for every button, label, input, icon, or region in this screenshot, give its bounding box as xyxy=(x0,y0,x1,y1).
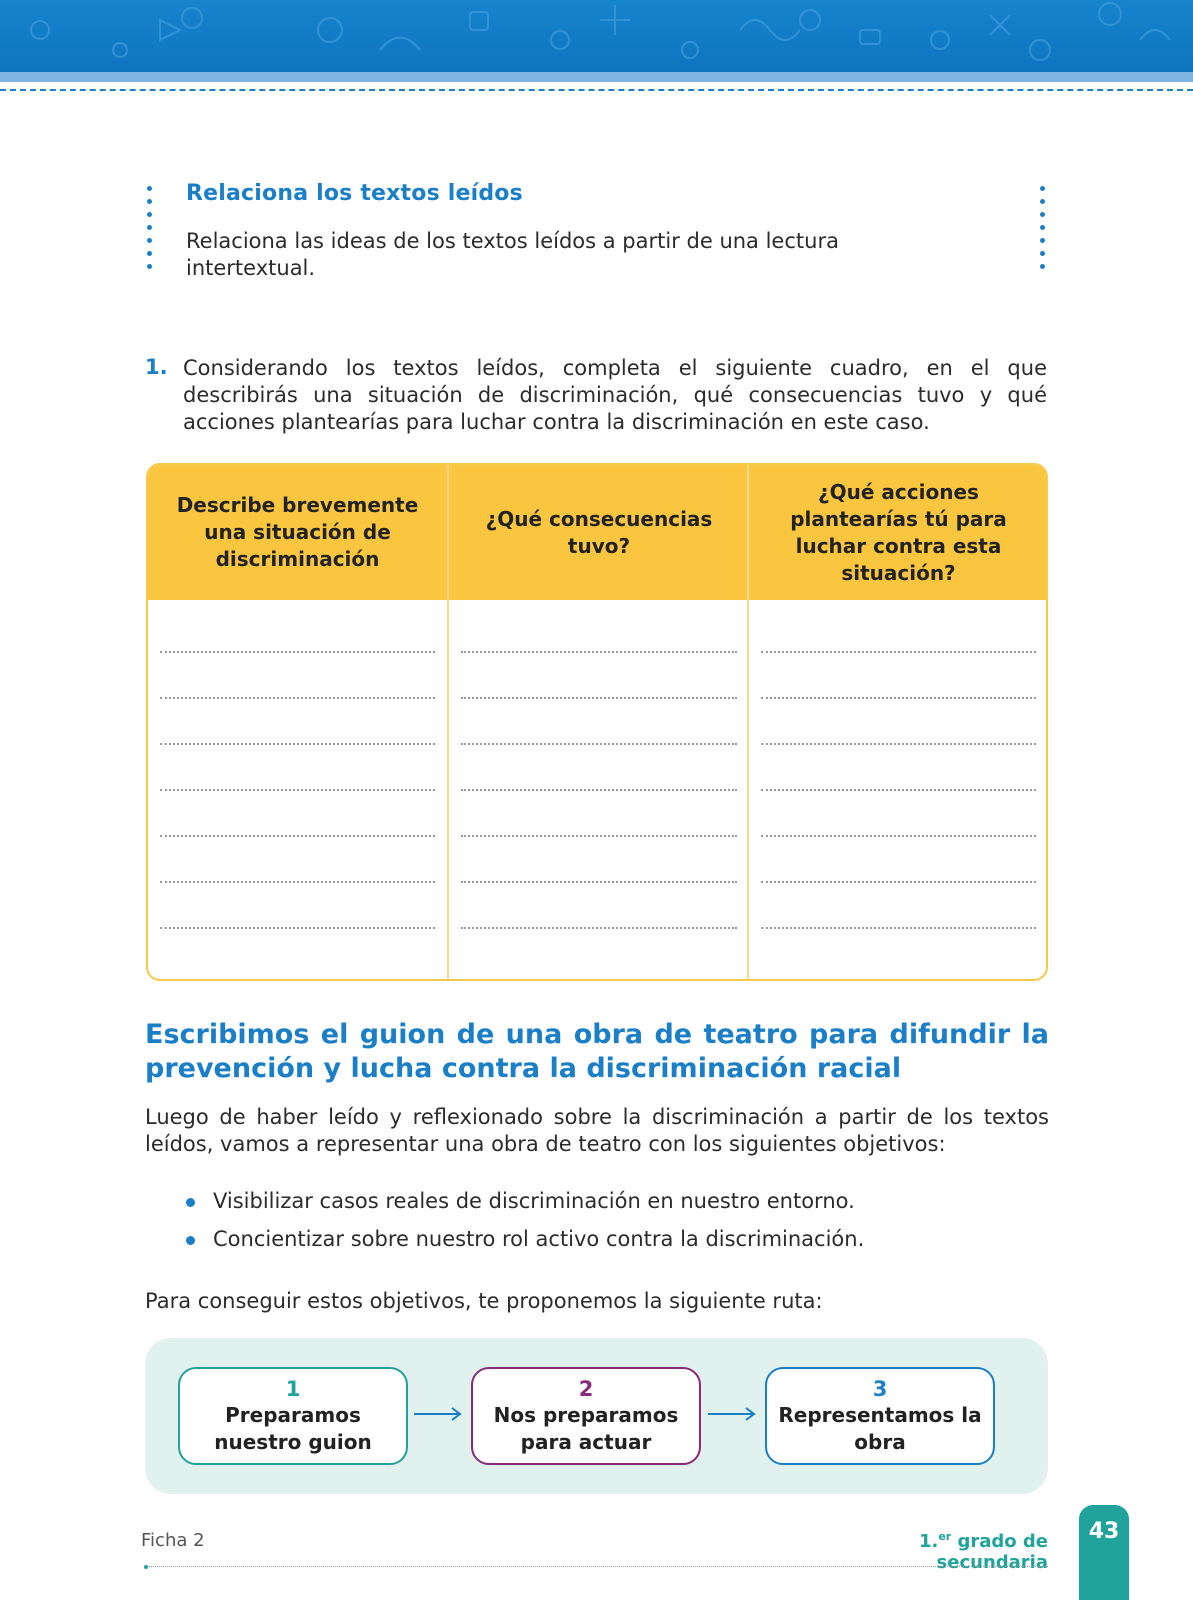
header-strip xyxy=(0,72,1193,82)
table-column-situation xyxy=(148,465,447,979)
step-number: 2 xyxy=(578,1377,594,1401)
table-header-cell: ¿Qué acciones plantearías tú para luchar contra esta situación? xyxy=(790,479,1007,585)
answer-line[interactable] xyxy=(461,927,737,929)
answer-line[interactable] xyxy=(160,835,435,837)
list-item xyxy=(186,1188,1046,1215)
objective-text: Concientizar sobre nuestro rol activo contra la discriminación. xyxy=(213,1227,865,1251)
answer-line[interactable] xyxy=(160,927,435,929)
bullet-icon xyxy=(186,1198,195,1207)
step-label: Representamos la obra xyxy=(778,1403,982,1454)
table-column-consequences xyxy=(447,465,749,979)
section-intro: Luego de haber leído y reflexionado sobre la discriminación a partir de los textos leídos, vamos a representar una obra de teatro con los siguientes objetivos: xyxy=(145,1105,1049,1156)
route-intro: Para conseguir estos objetivos, te proponemos la siguiente ruta: xyxy=(145,1289,823,1313)
competency-title: Relaciona los textos leídos xyxy=(186,181,523,206)
table-header-cell: ¿Qué consecuencias tuvo? xyxy=(485,506,713,558)
table-header-cell: Describe brevemente una situación de discriminación xyxy=(176,493,419,571)
route-step-3 xyxy=(765,1367,995,1465)
footer-ficha: Ficha 2 xyxy=(141,1530,205,1551)
objective-text: Visibilizar casos reales de discriminación en nuestro entorno. xyxy=(213,1189,855,1213)
competency-left-dots xyxy=(147,186,151,277)
answer-line[interactable] xyxy=(761,835,1036,837)
answer-line[interactable] xyxy=(461,835,737,837)
answer-line[interactable] xyxy=(761,651,1036,653)
route-step-1 xyxy=(178,1367,408,1465)
answer-table xyxy=(146,463,1048,981)
footer-grade: 1.$^{er}$ grado de secundaria xyxy=(918,1530,1048,1573)
answer-line[interactable] xyxy=(461,651,737,653)
answer-line[interactable] xyxy=(461,743,737,745)
header-banner xyxy=(0,0,1193,72)
competency-right-dots xyxy=(1040,186,1044,277)
answer-line[interactable] xyxy=(461,789,737,791)
table-column-actions xyxy=(747,465,1048,979)
answer-line[interactable] xyxy=(461,881,737,883)
step-number: 3 xyxy=(872,1377,888,1401)
answer-line[interactable] xyxy=(160,743,435,745)
step-number: 1 xyxy=(285,1377,301,1401)
answer-line[interactable] xyxy=(761,789,1036,791)
arrow-right-icon xyxy=(414,1406,464,1422)
page-number-tab xyxy=(1079,1505,1129,1600)
objectives-list xyxy=(186,1188,1046,1264)
page-number: 43 xyxy=(1088,1519,1120,1544)
answer-line[interactable] xyxy=(761,927,1036,929)
answer-line[interactable] xyxy=(461,697,737,699)
answer-line[interactable] xyxy=(160,789,435,791)
answer-line[interactable] xyxy=(160,881,435,883)
answer-line[interactable] xyxy=(160,697,435,699)
footer-divider xyxy=(145,1566,1048,1567)
answer-line[interactable] xyxy=(761,743,1036,745)
competency-text: Relaciona las ideas de los textos leídos a partir de una lectura intertextual. xyxy=(186,229,839,280)
step-label: Preparamos nuestro guion xyxy=(214,1403,372,1454)
answer-line[interactable] xyxy=(761,697,1036,699)
question-text: Considerando los textos leídos, completa el siguiente cuadro, en el que describirás una situación de discriminación, qué consecuencias tuvo y qué acciones plantearías para luchar contra la discriminación en este caso. xyxy=(183,356,1047,434)
doodle-pattern-icon xyxy=(0,0,1193,72)
route-step-2 xyxy=(471,1367,701,1465)
list-item xyxy=(186,1226,1046,1253)
bullet-icon xyxy=(186,1236,195,1245)
arrow-right-icon xyxy=(708,1406,758,1422)
answer-line[interactable] xyxy=(761,881,1036,883)
header-dashed-divider xyxy=(0,89,1193,91)
question-number: 1. xyxy=(145,355,168,379)
section-title: Escribimos el guion de una obra de teatro para difundir la prevención y lucha contra la discriminación racial xyxy=(145,1019,1049,1084)
step-label: Nos preparamos para actuar xyxy=(493,1403,679,1454)
footer-dot-icon xyxy=(144,1565,148,1569)
answer-line[interactable] xyxy=(160,651,435,653)
